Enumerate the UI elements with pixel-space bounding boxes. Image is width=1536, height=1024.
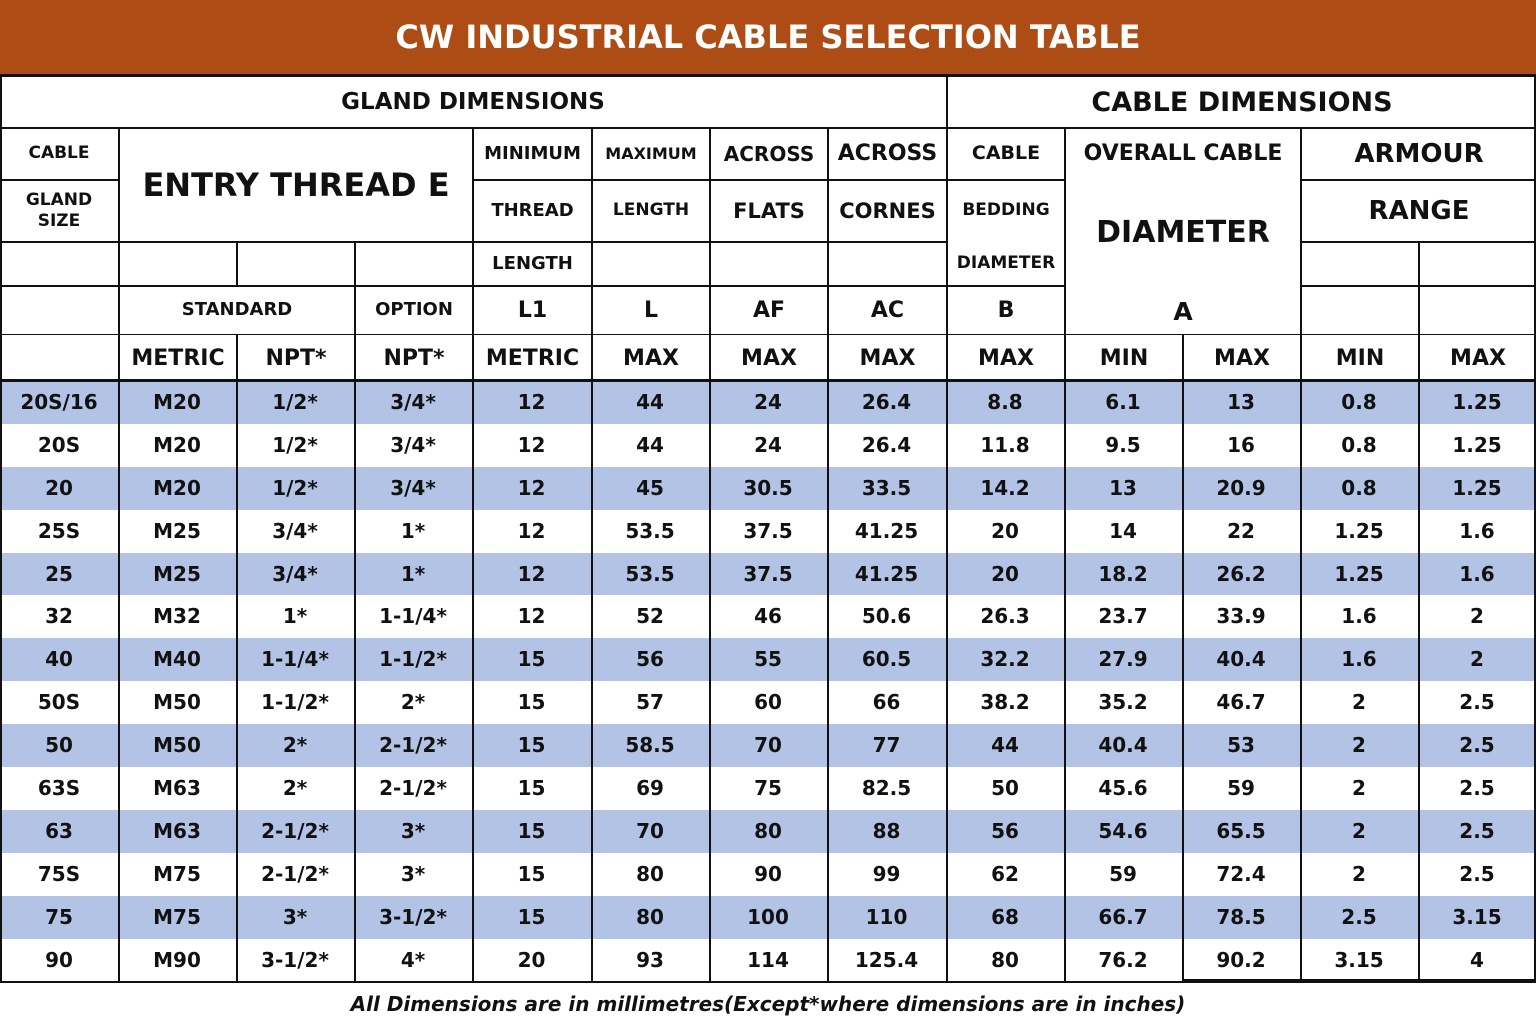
table-cell: 70 [636, 818, 664, 843]
table-cell: 2* [400, 690, 426, 715]
table-cell: 15 [517, 776, 546, 801]
table-cell: 2-1/2* [261, 861, 329, 886]
table-cell: M90 [153, 947, 201, 972]
table-cell: 53 [1227, 733, 1255, 758]
table-cell: 15 [517, 904, 546, 929]
col-diameter-b-label: DIAMETER [956, 253, 1056, 274]
col-standard-label: STANDARD [181, 299, 293, 321]
table-cell: 20 [991, 561, 1019, 586]
table-cell: 57 [636, 690, 664, 715]
col-maximum-label: MAXIMUM [605, 144, 697, 163]
table-cell: 26.3 [980, 604, 1030, 629]
table-cell: 50 [45, 733, 73, 758]
table-cell: 50.6 [861, 604, 912, 629]
table-cell: 3/4* [390, 475, 436, 500]
table-cell: 20.9 [1216, 475, 1266, 500]
table-cell: 1-1/2* [261, 690, 329, 715]
table-cell: 18.2 [1098, 561, 1148, 586]
table-cell: 0.8 [1341, 432, 1377, 457]
table-cell: 2-1/2* [379, 733, 447, 758]
table-cell: 41.25 [854, 561, 919, 586]
table-cell: 72.4 [1216, 861, 1266, 886]
col-gland-size-label: GLAND SIZE [25, 189, 93, 231]
table-cell: 114 [747, 947, 789, 972]
table-cell: 80 [636, 904, 664, 929]
table-cell: 59 [1109, 861, 1137, 886]
table-cell: 9.5 [1105, 432, 1141, 457]
table-cell: 1-1/4* [261, 647, 329, 672]
table-cell: 1.6 [1341, 647, 1377, 672]
unit-cell: NPT* [265, 345, 327, 371]
col-range-label: RANGE [1368, 195, 1470, 226]
table-cell: 56 [991, 818, 1019, 843]
col-minimum-label: MINIMUM [484, 142, 581, 164]
table-cell: M32 [153, 604, 201, 629]
table-cell: 20 [991, 518, 1019, 543]
col-cornes-label: CORNES [839, 198, 936, 223]
unit-cell: MAX [741, 345, 797, 371]
table-cell: 46.7 [1216, 690, 1266, 715]
table-cell: 25S [37, 518, 81, 543]
table-cell: 12 [517, 518, 546, 543]
table-cell: 69 [636, 776, 664, 801]
table-cell: 59 [1227, 776, 1255, 801]
table-cell: 20 [517, 947, 546, 972]
col-af-symbol: AF [752, 297, 786, 323]
table-cell: 3.15 [1334, 947, 1384, 972]
page-title: CW INDUSTRIAL CABLE SELECTION TABLE [0, 0, 1536, 74]
table-cell: 90.2 [1216, 947, 1266, 972]
table-cell: 1-1/2* [379, 647, 447, 672]
table-cell: M50 [153, 690, 201, 715]
table-cell: 2.5 [1459, 733, 1495, 758]
table-cell: 99 [872, 861, 901, 886]
table-cell: 46 [754, 604, 782, 629]
col-length-l1-label: LENGTH [492, 252, 573, 274]
table-cell: 110 [865, 904, 908, 929]
table-cell: 37.5 [743, 561, 793, 586]
table-cell: 54.6 [1098, 818, 1148, 843]
table-cell: 3* [400, 861, 426, 886]
unit-cell: MAX [623, 345, 679, 371]
table-cell: 44 [636, 389, 664, 414]
unit-cell: MAX [1450, 345, 1506, 371]
table-cell: 50 [991, 776, 1019, 801]
table-cell: 32 [45, 604, 73, 629]
table-cell: 2.5 [1459, 690, 1495, 715]
table-cell: 45 [636, 475, 664, 500]
table-cell: M20 [153, 389, 201, 414]
table-cell: 75S [37, 861, 81, 886]
table-cell: 2.5 [1341, 904, 1377, 929]
col-across-flats-top-label: ACROSS [723, 141, 815, 166]
table-cell: 12 [517, 561, 546, 586]
table-cell: 33.5 [861, 475, 912, 500]
table-cell: 3/4* [390, 432, 436, 457]
cable-dimensions-heading: CABLE DIMENSIONS [1091, 87, 1393, 119]
table-cell: 53.5 [625, 518, 675, 543]
unit-cell: NPT* [383, 345, 445, 371]
table-cell: 52 [636, 604, 664, 629]
table-cell: 65.5 [1216, 818, 1266, 843]
table-cell: 40.4 [1098, 733, 1148, 758]
table-cell: 45.6 [1098, 776, 1148, 801]
col-length-l-label: LENGTH [612, 200, 690, 221]
table-cell: 15 [517, 733, 546, 758]
table-cell: 2 [1352, 733, 1366, 758]
col-thread-label: THREAD [491, 199, 574, 221]
table-cell: 3/4* [272, 561, 318, 586]
col-ac-symbol: AC [870, 297, 905, 323]
table-cell: 12 [517, 389, 546, 414]
table-cell: 2 [1352, 776, 1366, 801]
table-cell: 1.25 [1452, 475, 1502, 500]
table-cell: 16 [1227, 432, 1255, 457]
table-cell: 125.4 [854, 947, 919, 972]
table-cell: 50S [37, 690, 81, 715]
table-cell: 100 [747, 904, 789, 929]
table-cell: 1/2* [272, 389, 318, 414]
table-cell: 2 [1352, 818, 1366, 843]
col-entry-thread-label: ENTRY THREAD E [142, 166, 450, 204]
col-option-label: OPTION [375, 299, 453, 321]
grid-line [0, 334, 1536, 335]
table-cell: M40 [153, 647, 201, 672]
table-cell: 33.9 [1216, 604, 1266, 629]
col-across-corners-top-label: ACROSS [837, 141, 938, 167]
table-cell: 2* [282, 733, 308, 758]
table-cell: 3.15 [1452, 904, 1502, 929]
table-cell: 66.7 [1098, 904, 1148, 929]
table-cell: 2 [1470, 647, 1484, 672]
col-l-symbol: L [643, 297, 659, 323]
unit-cell: MIN [1099, 345, 1149, 371]
table-cell: 2.5 [1459, 861, 1495, 886]
table-cell: 1.25 [1334, 561, 1384, 586]
table-cell: 1/2* [272, 432, 318, 457]
table-cell: 2* [282, 776, 308, 801]
table-cell: 1/2* [272, 475, 318, 500]
table-cell: 25 [45, 561, 73, 586]
table-cell: 20S/16 [20, 389, 98, 414]
col-cable-bedding-top-label: CABLE [971, 142, 1041, 165]
table-cell: 70 [754, 733, 782, 758]
table-cell: M63 [153, 776, 201, 801]
table-cell: M75 [153, 861, 201, 886]
table-cell: 14 [1109, 518, 1137, 543]
table-cell: 80 [636, 861, 664, 886]
table-cell: 12 [517, 432, 546, 457]
unit-cell: METRIC [485, 345, 580, 371]
table-cell: 32.2 [980, 647, 1030, 672]
table-cell: 1* [400, 561, 426, 586]
table-cell: 77 [872, 733, 901, 758]
table-cell: 35.2 [1098, 690, 1148, 715]
table-cell: 93 [636, 947, 664, 972]
table-cell: 26.4 [861, 432, 912, 457]
unit-cell: MAX [1214, 345, 1270, 371]
table-cell: 58.5 [625, 733, 675, 758]
table-cell: 15 [517, 647, 546, 672]
table-cell: 2 [1470, 604, 1484, 629]
table-cell: 24 [754, 432, 782, 457]
table-cell: 20S [37, 432, 81, 457]
table-cell: 3* [282, 904, 308, 929]
table-cell: 68 [991, 904, 1019, 929]
table-cell: 1* [282, 604, 308, 629]
footnote: All Dimensions are in millimetres(Except*where dimensions are in inches) [350, 991, 1186, 1016]
table-cell: 1.25 [1452, 432, 1502, 457]
table-cell: 12 [517, 475, 546, 500]
table-cell: 3* [400, 818, 426, 843]
table-cell: 13 [1109, 475, 1137, 500]
unit-cell: MAX [978, 345, 1034, 371]
table-cell: M50 [153, 733, 201, 758]
table-cell: 3-1/2* [261, 947, 329, 972]
table-cell: M25 [153, 518, 201, 543]
table-cell: 63S [37, 776, 81, 801]
gland-dimensions-heading: GLAND DIMENSIONS [341, 88, 605, 115]
table-cell: 12 [517, 604, 546, 629]
table-cell: M25 [153, 561, 201, 586]
table-cell: 24 [754, 389, 782, 414]
table-cell: 1.25 [1452, 389, 1502, 414]
table-cell: 76.2 [1098, 947, 1148, 972]
table-cell: 0.8 [1341, 475, 1377, 500]
table-cell: 1.25 [1334, 518, 1384, 543]
col-bedding-label: BEDDING [962, 200, 1050, 221]
table-cell: 1.6 [1459, 561, 1495, 586]
table-cell: 63 [45, 818, 73, 843]
table-cell: 62 [991, 861, 1019, 886]
col-cable-label: CABLE [28, 143, 90, 164]
grid-line [236, 241, 238, 287]
table-cell: 22 [1227, 518, 1255, 543]
table-cell: 90 [45, 947, 73, 972]
table-cell: 15 [517, 861, 546, 886]
col-a-symbol: A [1173, 296, 1193, 326]
col-l1-symbol: L1 [517, 297, 548, 323]
table-cell: 6.1 [1105, 389, 1141, 414]
table-cell: 3-1/2* [379, 904, 447, 929]
table-cell: 41.25 [854, 518, 919, 543]
table-cell: 14.2 [980, 475, 1030, 500]
table-cell: M63 [153, 818, 201, 843]
table-cell: 1.6 [1459, 518, 1495, 543]
table-cell: 2-1/2* [379, 776, 447, 801]
table-cell: 26.2 [1216, 561, 1266, 586]
table-cell: 4 [1470, 947, 1484, 972]
col-armour-label: ARMOUR [1354, 138, 1484, 169]
table-cell: 2 [1352, 690, 1366, 715]
table-cell: 26.4 [861, 389, 912, 414]
table-cell: 55 [754, 647, 782, 672]
table-cell: 82.5 [861, 776, 912, 801]
table-cell: 15 [517, 818, 546, 843]
table-cell: 78.5 [1216, 904, 1266, 929]
table-cell: 60.5 [861, 647, 912, 672]
table-cell: 38.2 [980, 690, 1030, 715]
table-cell: 0.8 [1341, 389, 1377, 414]
table-cell: 53.5 [625, 561, 675, 586]
table-cell: 60 [754, 690, 782, 715]
table-cell: 23.7 [1098, 604, 1148, 629]
table-cell: 2.5 [1459, 818, 1495, 843]
table-cell: M75 [153, 904, 201, 929]
table-cell: 40 [45, 647, 73, 672]
table-cell: 8.8 [987, 389, 1023, 414]
table-cell: 4* [400, 947, 426, 972]
table-cell: 30.5 [743, 475, 793, 500]
table-cell: 1.6 [1341, 604, 1377, 629]
col-overall-cable-label: OVERALL CABLE [1083, 141, 1283, 167]
table-cell: 3/4* [390, 389, 436, 414]
table-cell: 88 [872, 818, 901, 843]
table-cell: 13 [1227, 389, 1255, 414]
table-cell: 90 [754, 861, 782, 886]
table-cell: 40.4 [1216, 647, 1266, 672]
table-cell: 15 [517, 690, 546, 715]
table-cell: 1-1/4* [379, 604, 447, 629]
table-cell: M20 [153, 475, 201, 500]
table-cell: 2 [1352, 861, 1366, 886]
col-flats-label: FLATS [733, 198, 805, 223]
col-diameter-a-label: DIAMETER [1096, 215, 1270, 251]
unit-cell: METRIC [131, 345, 225, 371]
table-cell: 80 [991, 947, 1019, 972]
table-cell: 44 [636, 432, 664, 457]
table-cell: 44 [991, 733, 1019, 758]
table-cell: 11.8 [980, 432, 1030, 457]
unit-cell: MIN [1335, 345, 1385, 371]
table-cell: 66 [872, 690, 901, 715]
table-cell: 20 [45, 475, 73, 500]
table-cell: M20 [153, 432, 201, 457]
table-cell: 37.5 [743, 518, 793, 543]
unit-cell: MAX [859, 345, 916, 371]
col-b-symbol: B [997, 297, 1015, 323]
table-cell: 56 [636, 647, 664, 672]
table-cell: 75 [754, 776, 782, 801]
table-cell: 2.5 [1459, 776, 1495, 801]
table-cell: 1* [400, 518, 426, 543]
table-cell: 75 [45, 904, 73, 929]
table-cell: 3/4* [272, 518, 318, 543]
table-cell: 80 [754, 818, 782, 843]
table-cell: 27.9 [1098, 647, 1148, 672]
table-cell: 2-1/2* [261, 818, 329, 843]
